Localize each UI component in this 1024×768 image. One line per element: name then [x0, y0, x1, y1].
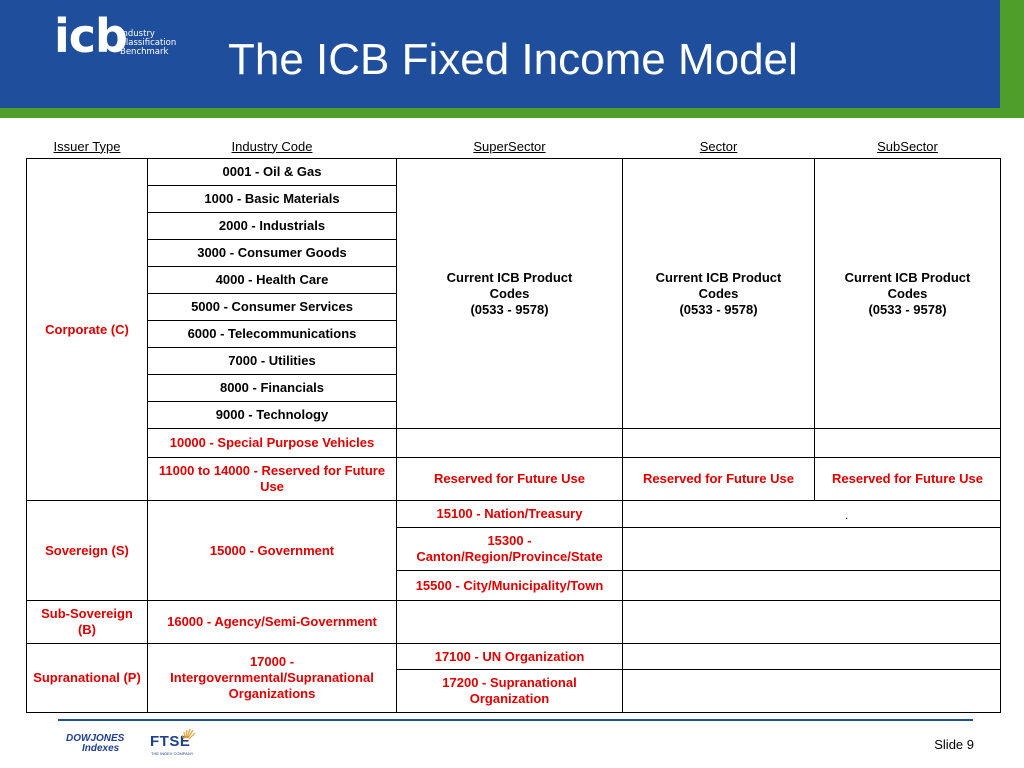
current-codes-range: (0533 - 9578)	[470, 301, 549, 317]
industry-code: 5000 - Consumer Services	[148, 294, 397, 321]
header-bar	[0, 0, 1000, 108]
table-row	[27, 458, 1001, 501]
issuer-supranational: Supranational (P)	[27, 644, 148, 713]
col-header-industry-code: Industry Code	[231, 138, 313, 154]
empty-cell	[623, 644, 1001, 670]
icb-fixed-income-table	[26, 134, 1001, 713]
logo-line-2: Classification	[120, 38, 177, 48]
col-header-issuer-type: Issuer Type	[53, 138, 121, 154]
empty-cell	[623, 429, 815, 458]
supersector-nation-treasury: 15100 - Nation/Treasury	[397, 501, 623, 528]
header-green-bottom-bar	[0, 108, 1024, 118]
empty-cell	[623, 670, 1001, 713]
issuer-sovereign: Sovereign (S)	[27, 501, 148, 601]
supersector-current-codes	[397, 159, 623, 429]
industry-code-agency: 16000 - Agency/Semi-Government	[148, 601, 397, 644]
industry-code: 9000 - Technology	[148, 402, 397, 429]
sector-current-codes	[623, 159, 815, 429]
subsector-reserved: Reserved for Future Use	[815, 458, 1001, 501]
current-codes-line: Codes	[887, 285, 928, 301]
logo-line-1: Industry	[120, 29, 155, 39]
supersector-un-organization: 17100 - UN Organization	[397, 644, 623, 670]
ftse-sun-icon	[181, 726, 197, 740]
industry-code-reserved: 11000 to 14000 - Reserved for Future Use	[148, 458, 397, 501]
current-codes-line: Current ICB Product	[446, 269, 573, 285]
industry-code: 8000 - Financials	[148, 375, 397, 402]
industry-code: 2000 - Industrials	[148, 213, 397, 240]
logo-mark: icb	[54, 9, 127, 63]
current-codes-range: (0533 - 9578)	[679, 301, 758, 317]
industry-code-spv: 10000 - Special Purpose Vehicles	[148, 429, 397, 458]
empty-cell	[397, 429, 623, 458]
table-row	[27, 429, 1001, 458]
dowjones-logo-line: DOWJONES	[66, 733, 125, 744]
empty-cell	[623, 501, 1001, 528]
issuer-sub-sovereign: Sub-Sovereign (B)	[27, 601, 148, 644]
current-codes-line: Current ICB Product	[844, 269, 971, 285]
slide-number: Slide 9	[934, 737, 974, 752]
issuer-corporate: Corporate (C)	[27, 159, 148, 501]
logo-subtitle	[120, 30, 176, 57]
slide-title: The ICB Fixed Income Model	[228, 35, 798, 84]
industry-code-government: 15000 - Government	[148, 501, 397, 601]
industry-code-intergovernmental: 17000 - Intergovernmental/Supranational Organizations	[148, 644, 397, 713]
logo-line-3: Benchmark	[120, 47, 169, 57]
supersector-city-municipality: 15500 - City/Municipality/Town	[397, 571, 623, 601]
supersector-canton-region: 15300 - Canton/Region/Province/State	[397, 528, 623, 571]
supersector-reserved: Reserved for Future Use	[397, 458, 623, 501]
col-header-supersector: SuperSector	[473, 138, 546, 154]
empty-cell	[815, 429, 1001, 458]
table-header-row	[27, 134, 1001, 159]
table-row	[27, 501, 1001, 528]
supersector-supranational-org: 17200 - Supranational Organization	[397, 670, 623, 713]
industry-code: 0001 - Oil & Gas	[148, 159, 397, 186]
ftse-tagline: THE INDEX COMPANY	[151, 751, 194, 756]
industry-code: 3000 - Consumer Goods	[148, 240, 397, 267]
note-mark: .	[845, 508, 849, 522]
col-header-subsector: SubSector	[877, 138, 938, 154]
current-codes-line: Codes	[698, 285, 739, 301]
subsector-current-codes	[815, 159, 1001, 429]
empty-cell	[623, 601, 1001, 644]
empty-cell	[623, 571, 1001, 601]
industry-code: 4000 - Health Care	[148, 267, 397, 294]
industry-code: 6000 - Telecommunications	[148, 321, 397, 348]
table-row	[27, 601, 1001, 644]
footer-divider	[58, 719, 973, 721]
table-row	[27, 159, 1001, 186]
industry-code: 7000 - Utilities	[148, 348, 397, 375]
ftse-logo: FTSE	[150, 733, 191, 750]
dowjones-indexes-logo	[66, 734, 124, 754]
current-codes-line: Codes	[489, 285, 530, 301]
table-row	[27, 644, 1001, 670]
empty-cell	[623, 528, 1001, 571]
industry-code: 1000 - Basic Materials	[148, 186, 397, 213]
current-codes-line: Current ICB Product	[655, 269, 782, 285]
col-header-sector: Sector	[699, 138, 738, 154]
dowjones-logo-line: Indexes	[82, 743, 120, 754]
empty-cell	[397, 601, 623, 644]
current-codes-range: (0533 - 9578)	[868, 301, 947, 317]
header-green-right-bar	[1000, 0, 1024, 118]
sector-reserved: Reserved for Future Use	[623, 458, 815, 501]
